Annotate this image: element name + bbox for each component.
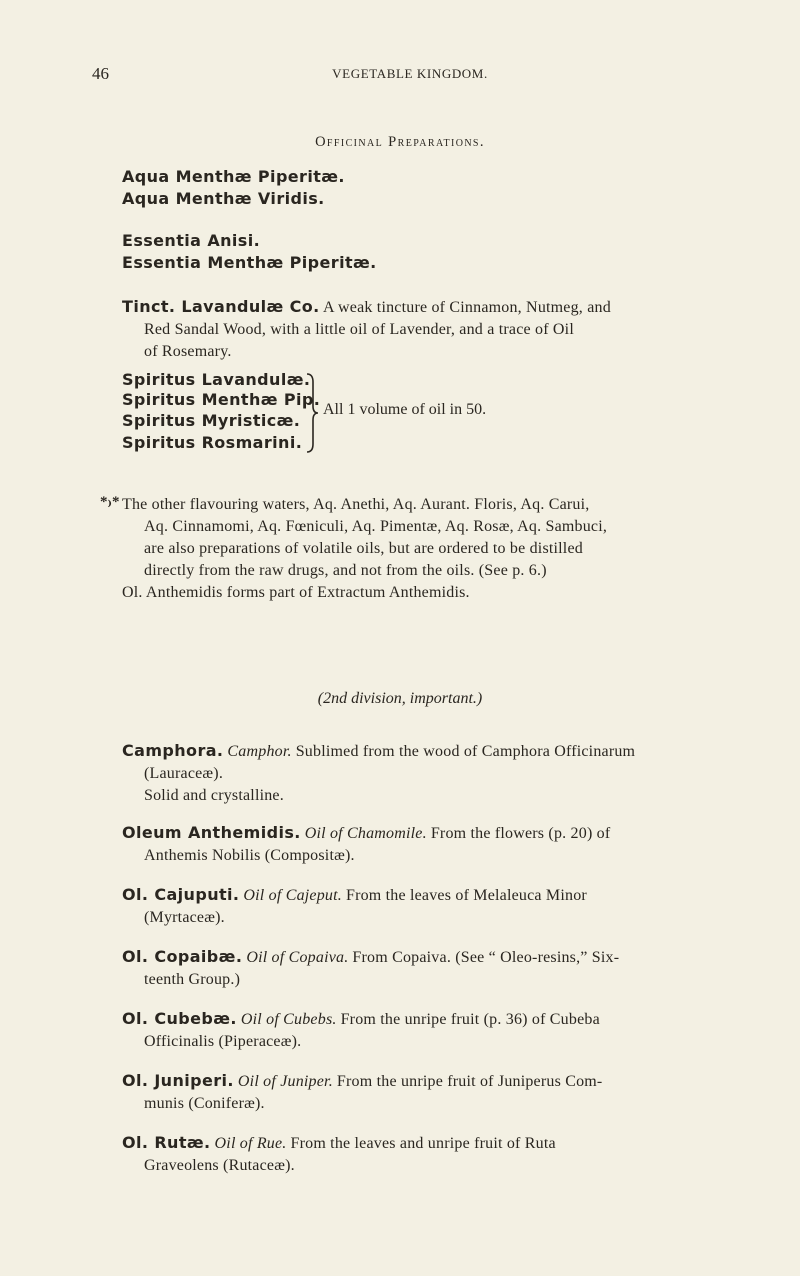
water-item: Aqua Menthæ Piperitæ. (122, 167, 345, 186)
right-brace (305, 372, 319, 454)
essence-item: Essentia Menthæ Piperitæ. (122, 253, 377, 272)
note-line: The other flavouring waters, Aq. Anethi, Aq. Aurant. Floris, Aq. Carui, (122, 496, 590, 513)
entry-name: Camphora. (122, 741, 224, 760)
entry-camphora (122, 740, 736, 807)
tincture-desc-line: Red Sandal Wood, with a little oil of Lavender, and a trace of Oil (144, 321, 574, 338)
tincture-desc-line: A weak tincture of Cinnamon, Nutmeg, and (319, 299, 611, 316)
entry-desc-line: From the leaves of Melaleuca Minor (345, 887, 587, 904)
entry-name: Ol. Juniperi. (122, 1071, 234, 1090)
essence-item: Essentia Anisi. (122, 231, 261, 250)
entry-desc-line: From the unripe fruit (p. 36) of Cubeba (340, 1011, 600, 1028)
spirit-item: Spiritus Rosmarini. (122, 433, 303, 452)
note-line: Ol. Anthemidis forms part of Extractum Anthemidis. (122, 584, 470, 601)
entry-desc-line: teenth Group.) (144, 971, 241, 988)
flavouring-note (122, 494, 736, 604)
entry-name: Ol. Cubebæ. (122, 1009, 237, 1028)
entry-desc-line: From the unripe fruit of Juniperus Com- (336, 1073, 603, 1090)
page-number: 46 (92, 64, 109, 83)
entry-name: Ol. Rutæ. (122, 1133, 211, 1152)
entry-common-name: Oil of Juniper. (237, 1073, 333, 1090)
tincture-desc-line: of Rosemary. (144, 343, 232, 360)
note-marker: *₎* (100, 494, 120, 510)
entry-desc-line: Graveolens (Rutaceæ). (144, 1157, 295, 1174)
entry-desc-line: Sublimed from the wood of Camphora Officinarum (295, 743, 636, 760)
entry-desc-line: From Copaiva. (See “ Oleo-resins,” Six- (352, 949, 620, 966)
entry-ol-rutae (122, 1132, 736, 1177)
spirits-volume-note: All 1 volume of oil in 50. (323, 401, 487, 418)
entry-name: Ol. Cajuputi. (122, 885, 240, 904)
entry-common-name: Oil of Chamomile. (304, 825, 427, 842)
note-line: Aq. Cinnamomi, Aq. Fœniculi, Aq. Pimentæ, Aq. Rosæ, Aq. Sambuci, (144, 518, 608, 535)
entry-common-name: Oil of Copaiva. (246, 949, 349, 966)
entry-desc-line: munis (Coniferæ). (144, 1095, 265, 1112)
entry-name: Ol. Copaibæ. (122, 947, 243, 966)
entry-common-name: Camphor. (227, 743, 292, 760)
entry-desc-line: Officinalis (Piperaceæ). (144, 1033, 302, 1050)
entry-desc-line: From the leaves and unripe fruit of Ruta (290, 1135, 556, 1152)
entry-desc-line: Solid and crystalline. (144, 787, 284, 804)
spirit-item: Spiritus Lavandulæ. (122, 370, 311, 389)
note-line: directly from the raw drugs, and not from the oils. (See p. 6.) (144, 562, 547, 579)
entry-common-name: Oil of Cubebs. (240, 1011, 337, 1028)
essences-list (122, 230, 736, 274)
page-header (92, 64, 728, 84)
entry-name: Oleum Anthemidis. (122, 823, 301, 842)
entry-oleum-anthemidis (122, 822, 736, 867)
entry-ol-juniperi (122, 1070, 736, 1115)
spirit-item: Spiritus Menthæ Pip. (122, 390, 321, 409)
entry-desc-line: Anthemis Nobilis (Compositæ). (144, 847, 355, 864)
entry-ol-cubebae (122, 1008, 736, 1053)
entry-ol-copaibae (122, 946, 736, 991)
entry-desc-line: (Myrtaceæ). (144, 909, 225, 926)
division-label: (2nd division, important.) (317, 690, 483, 707)
section-title: Officinal Preparations. (315, 134, 485, 150)
entry-desc-line: (Lauraceæ). (144, 765, 224, 782)
entry-common-name: Oil of Cajeput. (243, 887, 342, 904)
entry-common-name: Oil of Rue. (214, 1135, 287, 1152)
tincture-name: Tinct. Lavandulæ Co. (122, 297, 320, 316)
entry-desc-line: From the flowers (p. 20) of (430, 825, 611, 842)
entry-ol-cajuputi (122, 884, 736, 929)
note-line: are also preparations of volatile oils, but are ordered to be distilled (144, 540, 583, 557)
water-item: Aqua Menthæ Viridis. (122, 189, 325, 208)
spirit-item: Spiritus Myristicæ. (122, 411, 301, 430)
tincture-entry (122, 296, 736, 363)
waters-list (122, 166, 736, 210)
running-head: VEGETABLE KINGDOM. (332, 66, 488, 81)
